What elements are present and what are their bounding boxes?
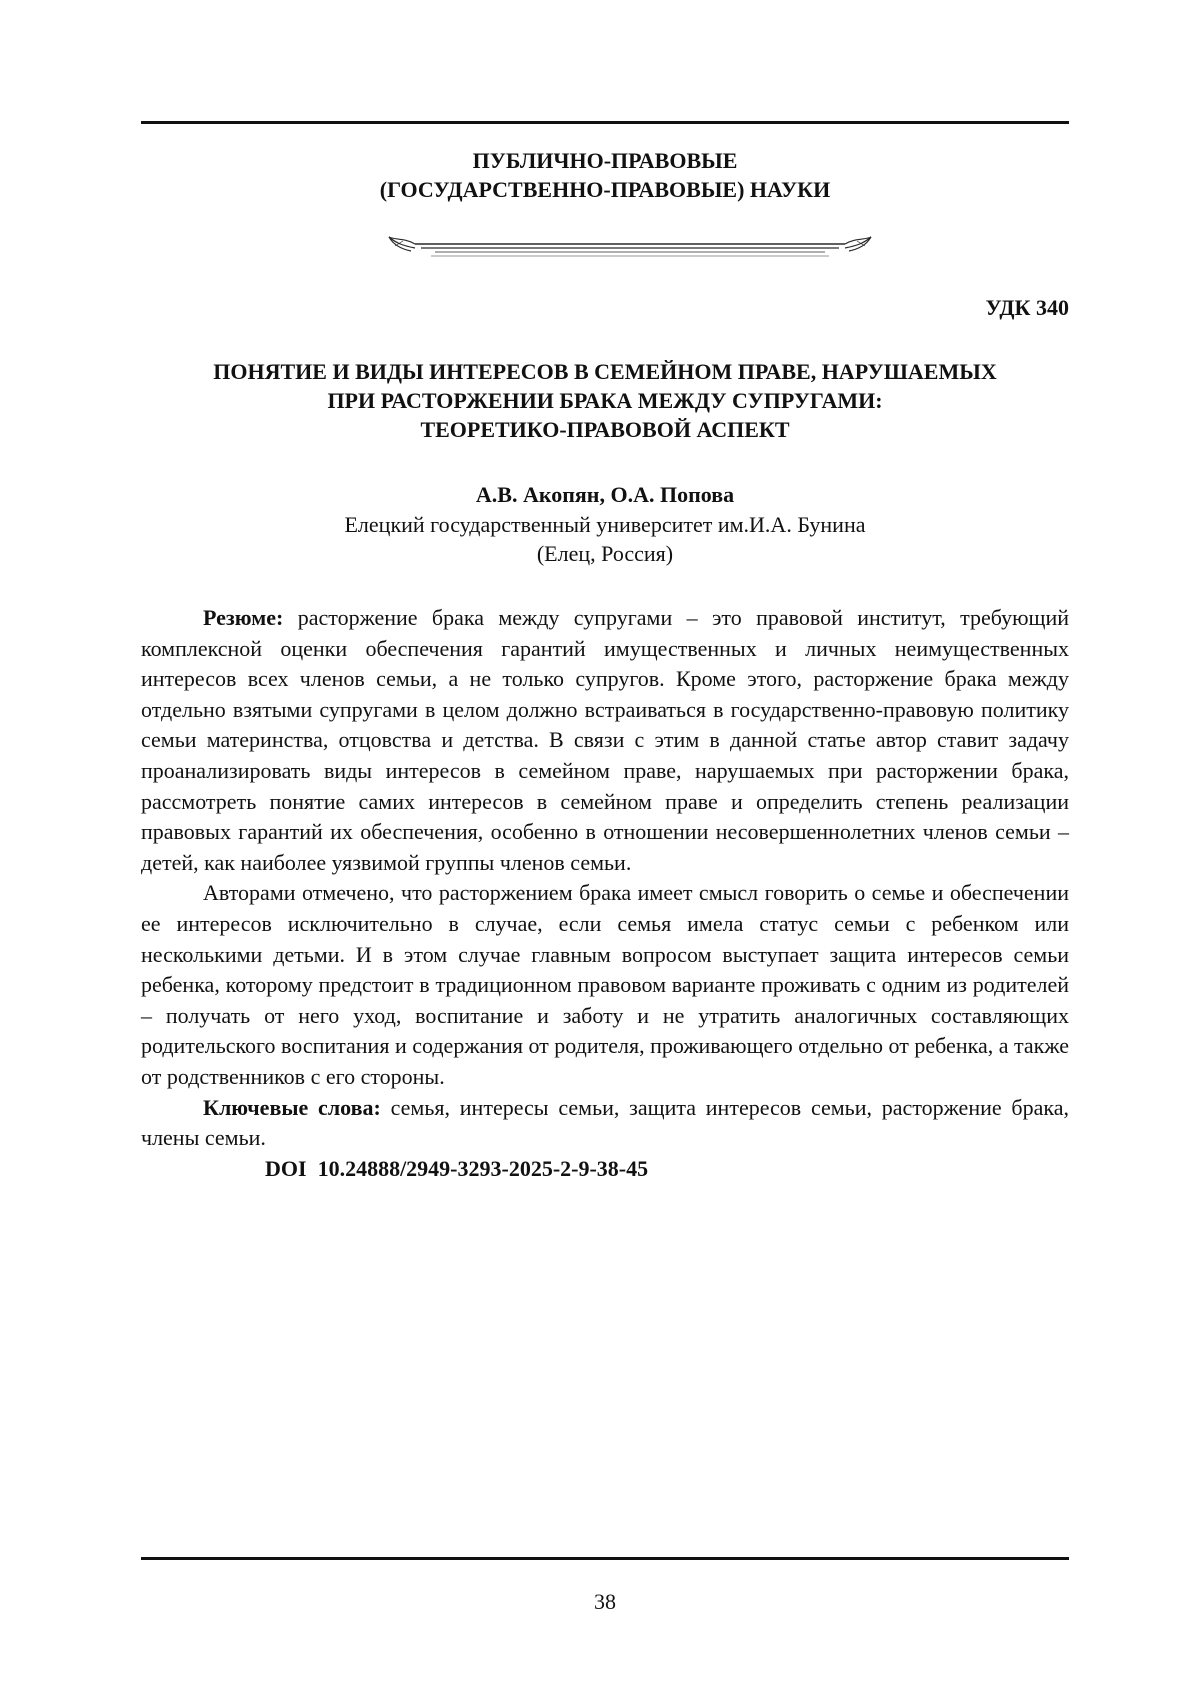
affiliation-location: (Елец, Россия) (536, 541, 674, 566)
section-header-line-2: (ГОСУДАРСТВЕННО-ПРАВОВЫЕ) НАУКИ (379, 177, 831, 202)
authors: А.В. Акопян, О.А. Попова (475, 482, 735, 507)
section-header-line-1: ПУБЛИЧНО-ПРАВОВЫЕ (472, 148, 738, 173)
doi (141, 1154, 1069, 1185)
article-title-line-1: ПОНЯТИЕ И ВИДЫ ИНТЕРЕСОВ В СЕМЕЙНОМ ПРАВЕ, НАРУШАЕМЫХ (213, 359, 997, 384)
keywords-paragraph (141, 1093, 1069, 1154)
udk-code: УДК 340 (985, 295, 1069, 320)
doi-label: DOI (265, 1155, 307, 1181)
article-title-line-3: ТЕОРЕТИКО-ПРАВОВОЙ АСПЕКТ (420, 417, 790, 442)
affiliation (141, 510, 1069, 568)
abstract-paragraph-2: Авторами отмечено, что расторжением брака имеет смысл говорить о семье и обеспечении ее интересов исключительно в случае, если семья имела статус семьи с ребенком или несколькими детьми. И в этом случае главным вопросом выступает защита интересов семьи ребенка, которому предстоит в традиционном правовом варианте проживать с одним из родителей – получать от него уход, воспитание и заботу и не утратить аналогичных составляющих родительского воспитания и содержания от родителя, проживающего отдельно от ребенка, а также от родственников с его стороны. (141, 880, 1069, 1089)
abstract-label: Резюме: (203, 605, 284, 630)
keywords-text: семья, интересы семьи, защита интересов семьи, расторжение брака, члены семьи. (141, 1094, 1069, 1151)
abstract-paragraph (141, 603, 1069, 878)
section-header (141, 146, 1069, 204)
abstract-text: расторжение брака между супругами – это правовой институт, требующий комплексной оценки обеспечения гарантий имущественных и личных неимущественных интересов всех членов семьи, а не только супругов. Кроме этого, расторжение брака между отдельно взятыми супругами в целом должно встраиваться в государственно-правовую политику семьи материнства, отцовства и детства. В связи с этим в данной статье автор ставит задачу проанализировать виды интересов в семейном праве, нарушаемых при расторжении брака, рассмотреть понятие самих интересов в семейном праве и определить степень реализации правовых гарантий их обеспечения, особенно в отношении несовершеннолетних членов семьи – детей, как наиболее уязвимой группы членов семьи. (141, 605, 1069, 875)
article-title (141, 357, 1069, 444)
article-title-line-2: ПРИ РАСТОРЖЕНИИ БРАКА МЕЖДУ СУПРУГАМИ: (327, 388, 883, 413)
keywords-label: Ключевые слова: (203, 1094, 381, 1120)
article-body (141, 603, 1069, 1184)
affiliation-university: Елецкий государственный университет им.И.А. Бунина (344, 512, 866, 537)
doi-value: 10.24888/2949-3293-2025-2-9-38-45 (317, 1155, 649, 1181)
page-number: 38 (594, 1589, 616, 1614)
decorative-divider-icon (385, 232, 875, 260)
footer-rule (141, 1557, 1069, 1560)
header-rule (141, 121, 1069, 124)
